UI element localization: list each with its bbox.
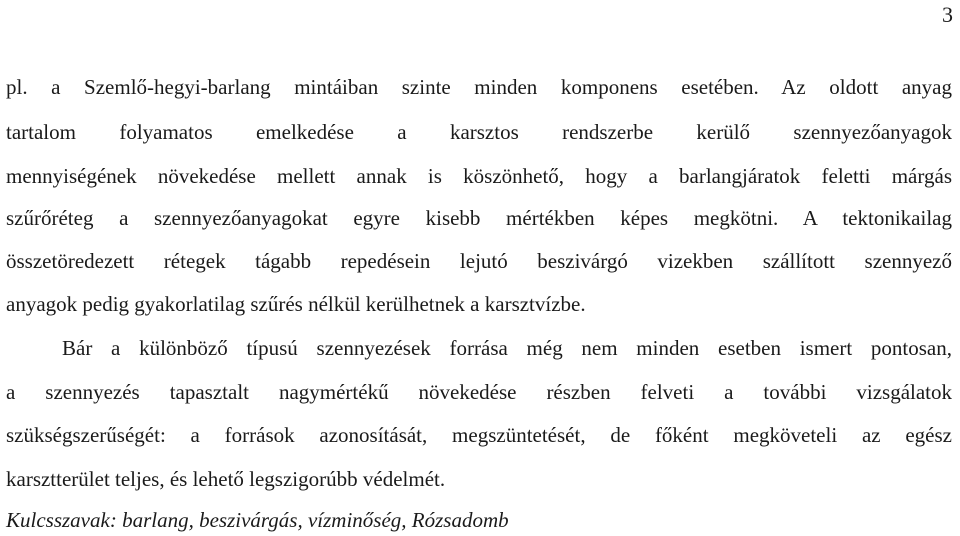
paragraph-line: a szennyezés tapasztalt nagymértékű növekedése részben felveti a további vizsgálatok	[6, 380, 952, 404]
paragraph-line: karsztterület teljes, és lehető legszigorúbb védelmét.	[6, 467, 446, 491]
keywords: Kulcsszavak: barlang, beszivárgás, vízminőség, Rózsadomb	[6, 508, 509, 532]
paragraph-line: mennyiségének növekedése mellett annak is köszönhető, hogy a barlangjáratok feletti márgás	[6, 164, 952, 188]
paragraph-line: tartalom folyamatos emelkedése a karsztos rendszerbe kerülő szennyezőanyagok	[6, 120, 952, 144]
paragraph-line: szűrőréteg a szennyezőanyagokat egyre kisebb mértékben képes megkötni. A tektonikailag	[6, 206, 952, 230]
page-number: 3	[942, 2, 953, 27]
paragraph-line: Bár a különböző típusú szennyezések forrása még nem minden esetben ismert pontosan,	[62, 336, 952, 360]
paragraph-line: szükségszerűségét: a források azonosítását, megszüntetését, de főként megköveteli az egész	[6, 423, 952, 447]
paragraph-line: összetöredezett rétegek tágabb repedésein lejutó beszivárgó vizekben szállított szennyező	[6, 249, 952, 273]
paragraph-line: anyagok pedig gyakorlatilag szűrés nélkül kerülhetnek a karsztvízbe.	[6, 292, 586, 316]
paragraph-line: pl. a Szemlő-hegyi-barlang mintáiban szinte minden komponens esetében. Az oldott anyag	[6, 75, 952, 99]
